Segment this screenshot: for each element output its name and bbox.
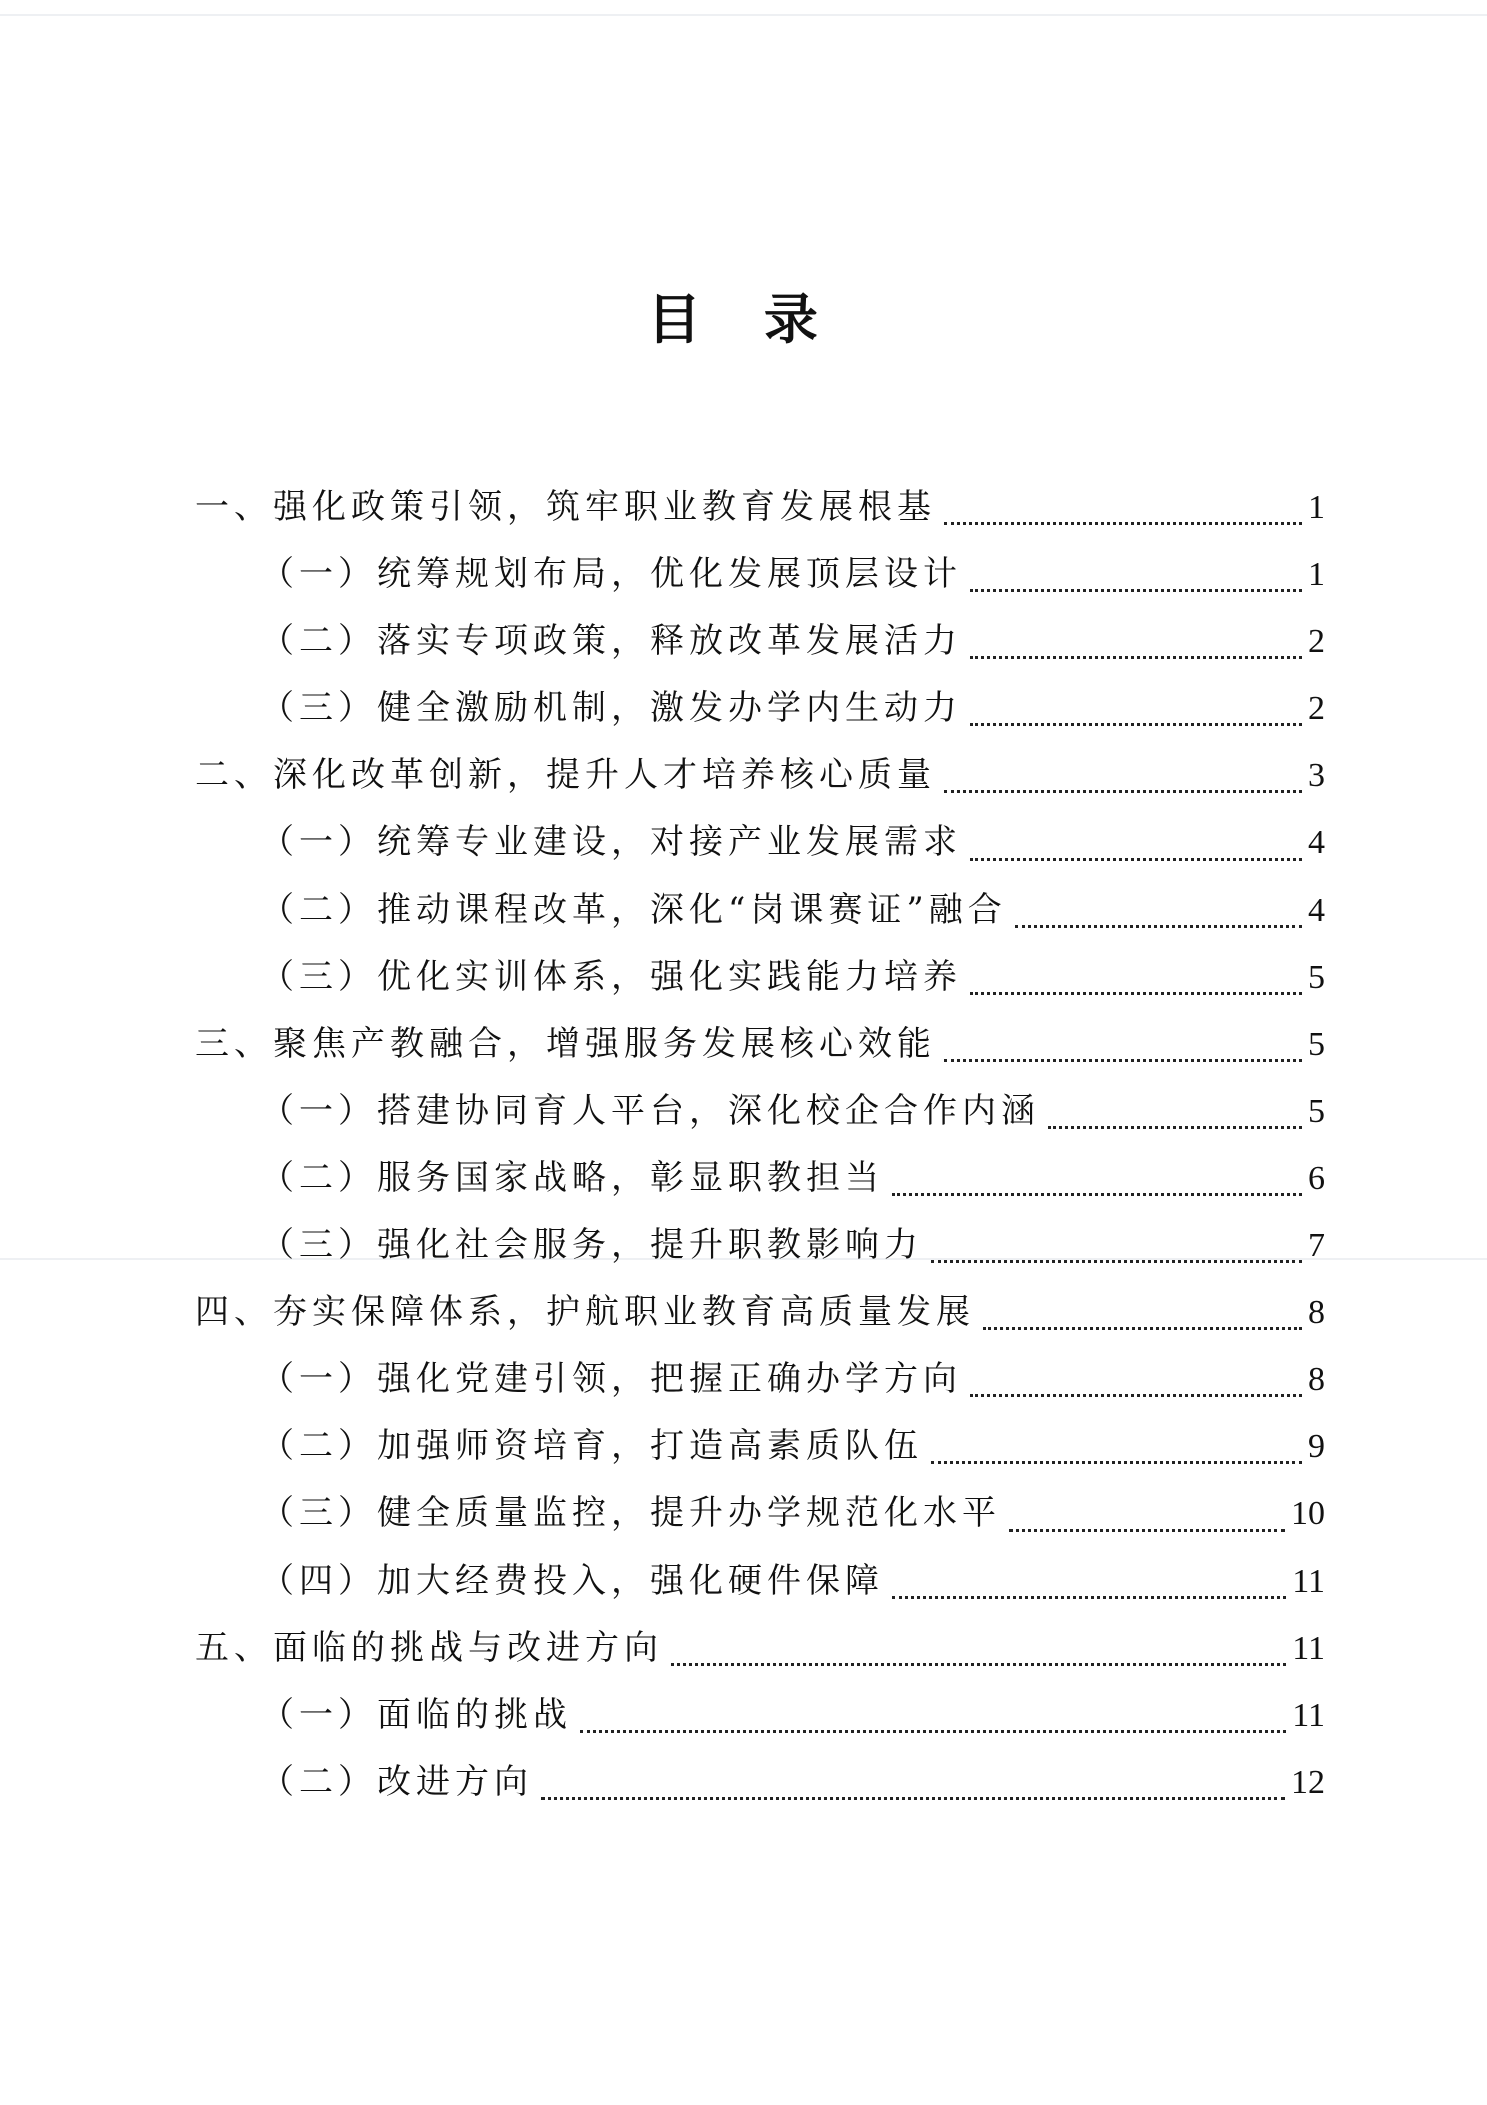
toc-section-entry [195, 1011, 1325, 1078]
toc-dot-leader [970, 723, 1302, 726]
toc-dot-leader [580, 1730, 1286, 1733]
toc-entry-title: （二）落实专项政策，释放改革发展活力 [260, 621, 962, 662]
toc-entry-title: 四、夯实保障体系，护航职业教育高质量发展 [195, 1292, 975, 1333]
toc-dot-leader [671, 1663, 1286, 1666]
toc-section-entry [195, 474, 1325, 541]
toc-dot-leader [892, 1193, 1302, 1196]
toc-entry-title: 三、聚焦产教融合，增强服务发展核心效能 [195, 1023, 936, 1064]
toc-section-entry [195, 742, 1325, 809]
toc-subsection-entry [195, 1212, 1325, 1279]
toc-page-number: 12 [1291, 1763, 1325, 1801]
toc-subsection-entry [195, 877, 1325, 944]
toc-dot-leader [970, 992, 1302, 995]
toc-page-number: 10 [1291, 1495, 1325, 1533]
toc-entry-title: （二）改进方向 [260, 1761, 533, 1802]
scan-fold-line-top [0, 14, 1487, 16]
toc-page-number: 3 [1308, 757, 1325, 795]
toc-page-number: 7 [1308, 1227, 1325, 1265]
toc-page-number: 1 [1308, 489, 1325, 526]
toc-entry-title: （一）统筹专业建设，对接产业发展需求 [260, 822, 962, 863]
toc-dot-leader [970, 656, 1302, 659]
toc-page-number: 8 [1308, 1361, 1325, 1399]
toc-subsection-entry [195, 675, 1325, 742]
toc-dot-leader [944, 522, 1302, 525]
toc-dot-leader [1009, 1529, 1285, 1532]
toc-entry-title: （三）强化社会服务，提升职教影响力 [260, 1225, 923, 1266]
toc-page-number: 2 [1308, 623, 1325, 661]
toc-dot-leader [931, 1461, 1302, 1464]
toc-entry-title: （二）推动课程改革，深化“岗课赛证”融合 [260, 889, 1007, 930]
toc-subsection-entry [195, 1480, 1325, 1547]
toc-entry-title: （一）统筹规划布局，优化发展顶层设计 [260, 554, 962, 595]
toc-subsection-entry [195, 809, 1325, 876]
toc-subsection-entry [195, 1749, 1325, 1816]
toc-page-number: 1 [1308, 556, 1325, 594]
toc-dot-leader [1015, 925, 1302, 928]
toc-entry-title: （一）搭建协同育人平台，深化校企合作内涵 [260, 1090, 1040, 1131]
toc-dot-leader [931, 1260, 1302, 1263]
toc-entry-title: （一）强化党建引领，把握正确办学方向 [260, 1359, 962, 1400]
toc-page-number: 11 [1292, 1562, 1325, 1600]
toc-dot-leader [1048, 1126, 1302, 1129]
table-of-contents [195, 474, 1325, 1816]
toc-section-entry [195, 1615, 1325, 1682]
toc-page-number: 5 [1308, 958, 1325, 996]
toc-entry-title: （二）加强师资培育，打造高素质队伍 [260, 1426, 923, 1467]
toc-subsection-entry [195, 1346, 1325, 1413]
toc-entry-title: （三）优化实训体系，强化实践能力培养 [260, 956, 962, 997]
toc-page-number: 5 [1308, 1025, 1325, 1063]
toc-subsection-entry [195, 1078, 1325, 1145]
toc-subsection-entry [195, 1413, 1325, 1480]
toc-dot-leader [892, 1596, 1286, 1599]
toc-entry-title: （二）服务国家战略，彰显职教担当 [260, 1157, 884, 1198]
toc-dot-leader [944, 790, 1302, 793]
toc-subsection-entry [195, 1682, 1325, 1749]
toc-section-entry [195, 1279, 1325, 1346]
toc-dot-leader [970, 858, 1302, 861]
toc-page-number: 2 [1308, 690, 1325, 728]
toc-entry-title: 一、强化政策引领，筑牢职业教育发展根基 [195, 487, 936, 527]
toc-subsection-entry [195, 1145, 1325, 1212]
toc-entry-title: （三）健全激励机制，激发办学内生动力 [260, 688, 962, 729]
toc-page-number: 9 [1308, 1428, 1325, 1466]
toc-entry-title: 二、深化改革创新，提升人才培养核心质量 [195, 755, 936, 796]
toc-dot-leader [970, 589, 1302, 592]
toc-entry-title: （三）健全质量监控，提升办学规范化水平 [260, 1493, 1001, 1534]
page-title: 目 录 [647, 288, 840, 351]
toc-page-number: 4 [1308, 824, 1325, 862]
toc-subsection-entry [195, 541, 1325, 608]
toc-page-number: 6 [1308, 1159, 1325, 1197]
toc-page-number: 8 [1308, 1294, 1325, 1332]
toc-entry-title: （四）加大经费投入，强化硬件保障 [260, 1560, 884, 1601]
toc-subsection-entry [195, 608, 1325, 675]
toc-page-number: 11 [1292, 1629, 1325, 1667]
toc-page-number: 11 [1292, 1696, 1325, 1734]
toc-subsection-entry [195, 1548, 1325, 1615]
toc-dot-leader [541, 1797, 1285, 1800]
toc-entry-title: （一）面临的挑战 [260, 1694, 572, 1735]
toc-dot-leader [970, 1394, 1302, 1397]
toc-subsection-entry [195, 944, 1325, 1011]
toc-dot-leader [944, 1059, 1302, 1062]
toc-entry-title: 五、面临的挑战与改进方向 [195, 1627, 663, 1668]
toc-page-number: 5 [1308, 1092, 1325, 1130]
toc-dot-leader [983, 1327, 1302, 1330]
toc-page-number: 4 [1308, 891, 1325, 929]
